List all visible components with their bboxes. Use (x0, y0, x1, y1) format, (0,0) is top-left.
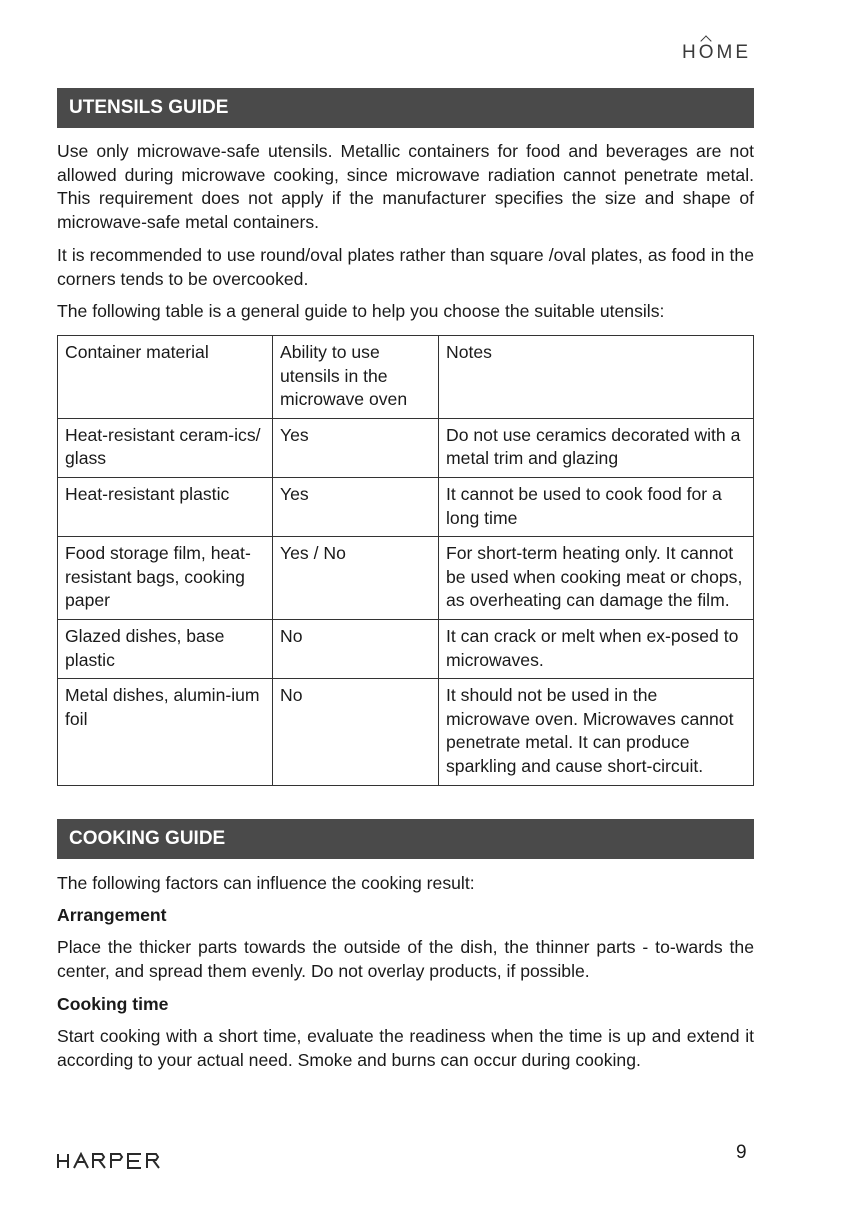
table-cell: No (273, 619, 439, 678)
table-cell: Do not use ceramics decorated with a metal trim and glazing (439, 418, 754, 477)
utensils-paragraph-2: It is recommended to use round/oval plates rather than square /oval plates, as food in the corners tends to be overcooked. (57, 245, 754, 289)
table-cell: It cannot be used to cook food for a long time (439, 477, 754, 536)
utensils-paragraph-3: The following table is a general guide to help you choose the suitable utensils: (57, 301, 665, 321)
harper-logo (57, 1152, 169, 1170)
harper-logo-text: HARPER (57, 1152, 62, 1153)
cooking-time-text: Start cooking with a short time, evaluate the readiness when the time is up and extend it according to your actual need. Smoke and burns can occur during cooking. (57, 1026, 754, 1070)
table-cell: Heat-resistant plastic (58, 477, 273, 536)
home-logo: HOME (682, 40, 751, 66)
table-cell: Yes (273, 477, 439, 536)
table-cell: Metal dishes, alumin-ium foil (58, 679, 273, 785)
arrangement-text: Place the thicker parts towards the outside of the dish, the thinner parts - to-wards the center, and spread them evenly. Do not overlay products, if possible. (57, 937, 754, 981)
table-row (58, 679, 754, 785)
table-cell: Heat-resistant ceram-ics/ glass (58, 418, 273, 477)
cooking-intro: The following factors can influence the cooking result: (57, 873, 475, 893)
table-row (58, 418, 754, 477)
cooking-time-heading: Cooking time (57, 994, 169, 1014)
table-header-cell: Ability to use utensils in the microwave oven (273, 336, 439, 419)
table-header-cell: Container material (58, 336, 273, 419)
table-cell: For short-term heating only. It cannot be used when cooking meat or chops, as overheating can damage the film. (439, 537, 754, 620)
utensils-table (57, 335, 754, 786)
arrangement-heading: Arrangement (57, 905, 167, 925)
table-cell: Food storage film, heat-resistant bags, cooking paper (58, 537, 273, 620)
table-cell: It should not be used in the microwave oven. Microwaves cannot penetrate metal. It can produce sparkling and cause short-circuit. (439, 679, 754, 785)
utensils-paragraph-1: Use only microwave-safe utensils. Metallic containers for food and beverages are not allowed during microwave cooking, since microwave radiation cannot penetrate metal. This requirement does not apply if the manufacturer specifies the size and shape of microwave-safe metal containers. (57, 141, 754, 232)
table-cell: Yes / No (273, 537, 439, 620)
table-header-row (58, 336, 754, 419)
table-row (58, 537, 754, 620)
cooking-guide-heading: COOKING GUIDE (57, 819, 754, 859)
table-cell: Glazed dishes, base plastic (58, 619, 273, 678)
home-logo-accent: O (699, 40, 717, 66)
utensils-guide-heading: UTENSILS GUIDE (57, 88, 754, 128)
table-row (58, 477, 754, 536)
page-number: 9 (736, 1142, 747, 1163)
table-cell: Yes (273, 418, 439, 477)
table-header-cell: Notes (439, 336, 754, 419)
table-cell: No (273, 679, 439, 785)
table-cell: It can crack or melt when ex-posed to microwaves. (439, 619, 754, 678)
table-row (58, 619, 754, 678)
